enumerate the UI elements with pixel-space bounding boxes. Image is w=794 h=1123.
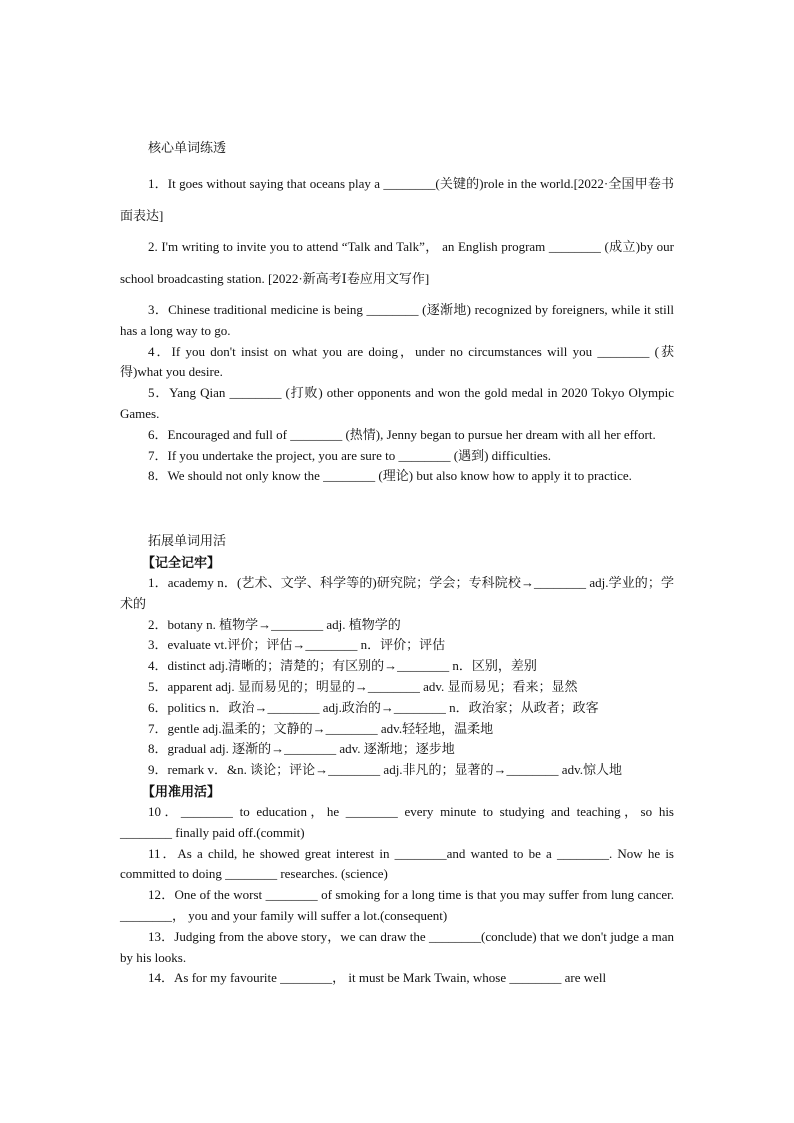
section-heading-core-words: 核心单词练透 (148, 140, 227, 155)
usage-item: 14．As for my favourite ________， it must be Mark Twain, whose ________ are well (148, 970, 607, 986)
exercise-item: 8．We should not only know the ________ (理论) but also know how to apply it to practice. (148, 468, 632, 484)
exercise-item: 2. I'm writing to invite you to attend “Talk and Talk”， an English program ________ (成立)by our school broadcasting station. [2022·新高考Ⅰ卷应用文写作] (120, 239, 674, 286)
usage-item: 10．________ to education，he ________ every minute to studying and teaching，so his ________ finally paid off.(commit) (120, 803, 674, 840)
section-heading-extension-words: 拓展单词用活 (148, 533, 227, 549)
exercise-item: 1．It goes without saying that oceans play a ________(关键的)role in the world.[2022·全国甲卷书面表达] (120, 176, 674, 223)
vocab-item: 3．evaluate vt.评价；评估→________ n．评价；评估 (148, 637, 446, 653)
usage-item: 12．One of the worst ________ of smoking for a long time is that you may suffer from lung cancer. ________， you and your family will suffer a lot.(consequent) (120, 887, 674, 923)
exercise-item: 6．Encouraged and full of ________ (热情), Jenny began to pursue her dream with all her effort. (148, 426, 656, 442)
subheading-use: 【用准用活】 (142, 783, 221, 799)
vocab-item: 4．distinct adj.清晰的；清楚的；有区别的→________ n．区别，差别 (148, 658, 537, 674)
core-exercise-list-loose (120, 168, 674, 294)
usage-item: 11．As a child, he showed great interest in ________and wanted to be a ________. Now he is committed to doing ________ researches. (science) (120, 845, 674, 882)
vocab-item: 2．botany n. 植物学→________ adj. 植物学的 (148, 616, 401, 632)
usage-item: 13．Judging from the above story，we can draw the ________(conclude) that we don't judge a man by his looks. (120, 928, 674, 965)
vocab-item: 8．gradual adj. 逐渐的→________ adv. 逐渐地；逐步地 (148, 741, 455, 757)
vocab-item: 5．apparent adj. 显而易见的；明显的→________ adv. 显而易见；看来；显然 (148, 678, 578, 694)
exercise-item: 3．Chinese traditional medicine is being ________ (逐渐地) recognized by foreigners, while it still has a long way to go. (120, 302, 674, 338)
extension-section (120, 531, 674, 989)
vocab-item: 7．gentle adj.温柔的；文静的→________ adv.轻轻地，温柔地 (148, 720, 494, 736)
exercise-item: 4．If you don't insist on what you are doing，under no circumstances will you ________ (获得)what you desire. (120, 343, 674, 380)
vocab-item: 6．politics n．政治→________ adj.政治的→________ n．政治家；从政者；政客 (148, 699, 599, 715)
exercise-item: 7．If you undertake the project, you are sure to ________ (遇到) difficulties. (148, 447, 552, 463)
subheading-remember: 【记全记牢】 (142, 554, 221, 570)
exercise-item: 5．Yang Qian ________ (打败) other opponents and won the gold medal in 2020 Tokyo Olympic Games. (120, 385, 674, 421)
core-exercise-list (120, 300, 674, 487)
vocab-item: 9．remark v．&n. 谈论；评论→________ adj.非凡的；显著的→________ adv.惊人地 (148, 762, 622, 778)
vocab-item: 1．academy n．(艺术、文学、科学等的)研究院；学会；专科院校→________ adj.学业的；学术的 (120, 574, 674, 611)
worksheet-content (120, 136, 674, 989)
